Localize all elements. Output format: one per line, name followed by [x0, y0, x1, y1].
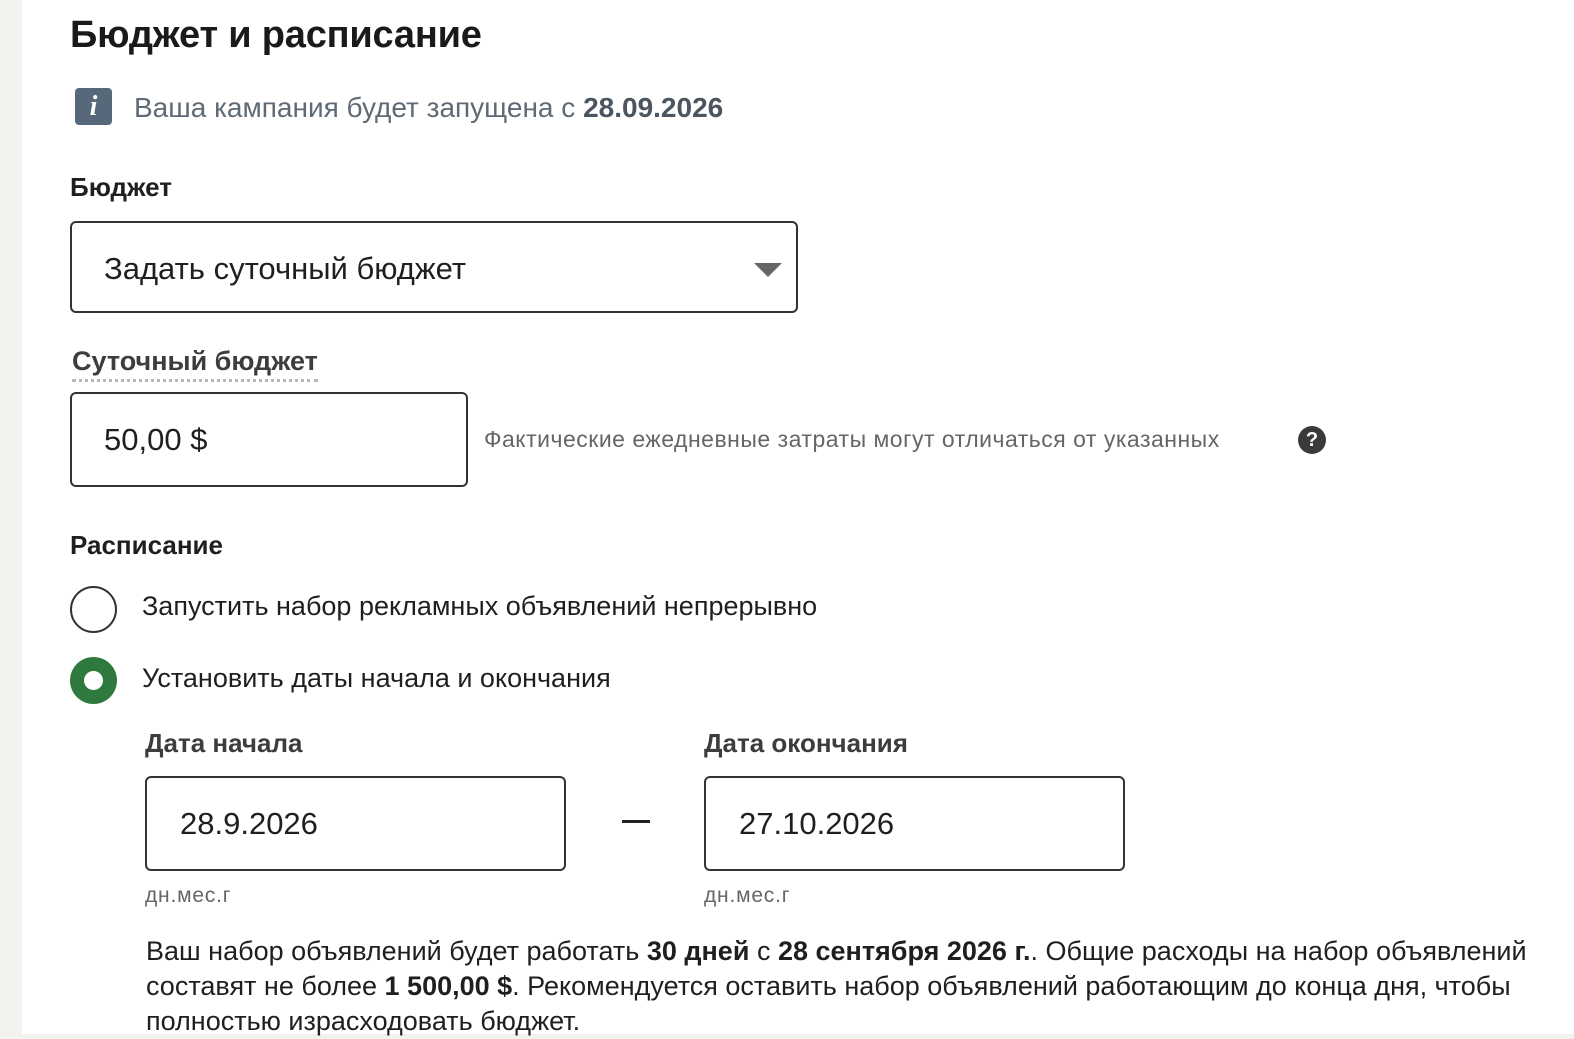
radio-run-continuously-label[interactable]: Запустить набор рекламных объявлений непрерывно	[142, 591, 818, 621]
start-date-format-hint: дн.мес.г	[145, 884, 232, 907]
chevron-down-icon	[754, 263, 782, 277]
summary-total-spend: 1 500,00 $	[384, 971, 513, 1001]
budget-label: Бюджет	[70, 172, 172, 202]
radio-set-dates[interactable]	[70, 657, 117, 704]
start-date-input[interactable]	[145, 776, 566, 871]
start-date-value: 28.9.2026	[180, 806, 318, 841]
summary-text: . Общие расходы на набор объявлений составят не более	[146, 936, 1527, 1001]
summary-text: с	[749, 936, 778, 966]
summary-duration: 30 дней	[646, 936, 750, 966]
daily-budget-input[interactable]	[70, 392, 468, 487]
end-date-input[interactable]	[704, 776, 1125, 871]
page-title: Бюджет и расписание	[70, 14, 482, 56]
radio-set-dates-label[interactable]: Установить даты начала и окончания	[142, 663, 611, 693]
summary-start-date: 28 сентября 2026 г.	[777, 936, 1031, 966]
radio-selected-dot	[84, 671, 103, 690]
help-icon[interactable]: ?	[1298, 426, 1326, 454]
radio-run-continuously[interactable]	[70, 586, 117, 633]
launch-notice-prefix: Ваша кампания будет запущена с	[134, 92, 584, 123]
daily-budget-label[interactable]: Суточный бюджет	[72, 346, 318, 382]
launch-date: 28.09.2026	[583, 92, 724, 123]
daily-budget-value: 50,00 $	[104, 422, 208, 457]
date-range-separator	[622, 820, 650, 823]
budget-type-select[interactable]	[70, 221, 798, 313]
schedule-label: Расписание	[70, 530, 223, 560]
info-icon: i	[75, 88, 112, 125]
end-date-format-hint: дн.мес.г	[704, 884, 791, 907]
start-date-label: Дата начала	[145, 728, 303, 758]
end-date-label: Дата окончания	[704, 728, 908, 758]
daily-spend-hint: Фактические ежедневные затраты могут отличаться от указанных	[484, 426, 1220, 452]
end-date-value: 27.10.2026	[739, 806, 895, 841]
summary-text: . Рекомендуется оставить набор объявлений работающим до конца дня, чтобы полностью израсходовать бюджет.	[146, 971, 1511, 1036]
launch-notice	[134, 92, 723, 124]
budget-schedule-panel	[22, 0, 1574, 1034]
summary-text: Ваш набор объявлений будет работать	[146, 936, 647, 966]
budget-type-value: Задать суточный бюджет	[104, 251, 467, 286]
schedule-summary	[146, 934, 1536, 1039]
